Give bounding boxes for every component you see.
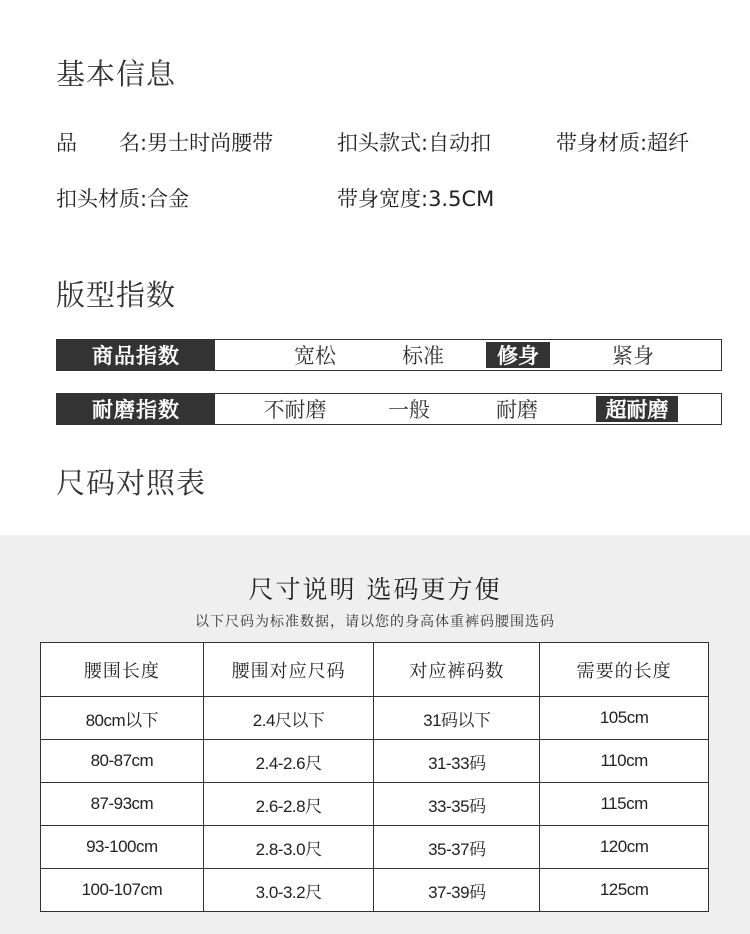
- table-cell: 105cm: [540, 697, 709, 740]
- info-buckle-style: 扣头款式:自动扣: [337, 131, 492, 155]
- table-cell: 31-33码: [374, 740, 540, 783]
- table-cell: 2.4尺以下: [203, 697, 374, 740]
- table-cell: 100-107cm: [41, 869, 204, 912]
- size-table: [40, 642, 709, 912]
- info-strap-material: 带身材质:超纤: [556, 131, 690, 155]
- table-cell: 110cm: [540, 740, 709, 783]
- size-heading: 尺寸说明 选码更方便: [248, 575, 502, 604]
- wear-option-super-durable-selected: 超耐磨: [596, 396, 678, 422]
- wear-index-bar: [56, 393, 722, 425]
- fit-index-label: 商品指数: [57, 340, 215, 370]
- basic-info-title: 基本信息: [56, 57, 177, 91]
- table-cell: 2.6-2.8尺: [203, 783, 374, 826]
- wear-option-normal: 一般: [388, 398, 430, 422]
- fit-index-bar: [56, 339, 722, 371]
- table-cell: 2.8-3.0尺: [203, 826, 374, 869]
- fit-option-loose: 宽松: [294, 344, 336, 368]
- fit-option-tight: 紧身: [612, 344, 654, 368]
- table-cell: 93-100cm: [41, 826, 204, 869]
- table-row: [41, 740, 709, 783]
- size-subheading: 以下尺码为标准数据，请以您的身高体重裤码腰围选码: [195, 614, 555, 630]
- table-cell: 120cm: [540, 826, 709, 869]
- info-buckle-material: 扣头材质:合金: [56, 187, 190, 211]
- fit-index-title: 版型指数: [56, 278, 177, 312]
- wear-option-not-durable: 不耐磨: [263, 398, 327, 422]
- table-cell: 2.4-2.6尺: [203, 740, 374, 783]
- size-chart-panel: [0, 535, 750, 934]
- column-header: 腰围长度: [41, 643, 204, 697]
- table-row: [41, 826, 709, 869]
- table-cell: 35-37码: [374, 826, 540, 869]
- wear-option-durable: 耐磨: [496, 398, 538, 422]
- table-cell: 115cm: [540, 783, 709, 826]
- table-cell: 31码以下: [374, 697, 540, 740]
- wear-index-label: 耐磨指数: [57, 394, 215, 424]
- fit-option-slim-selected: 修身: [486, 342, 550, 368]
- column-header: 腰围对应尺码: [203, 643, 374, 697]
- table-cell: 80-87cm: [41, 740, 204, 783]
- column-header: 对应裤码数: [374, 643, 540, 697]
- table-cell: 80cm以下: [41, 697, 204, 740]
- table-cell: 125cm: [540, 869, 709, 912]
- table-cell: 87-93cm: [41, 783, 204, 826]
- table-row: [41, 697, 709, 740]
- table-row: [41, 783, 709, 826]
- table-row: [41, 869, 709, 912]
- column-header: 需要的长度: [540, 643, 709, 697]
- info-strap-width: 带身宽度:3.5CM: [337, 187, 495, 211]
- table-cell: 33-35码: [374, 783, 540, 826]
- fit-option-standard: 标准: [402, 344, 444, 368]
- size-chart-title: 尺码对照表: [56, 466, 207, 500]
- info-product-name: 品 名:男士时尚腰带: [56, 131, 274, 155]
- table-cell: 37-39码: [374, 869, 540, 912]
- table-cell: 3.0-3.2尺: [203, 869, 374, 912]
- table-header-row: [41, 643, 709, 697]
